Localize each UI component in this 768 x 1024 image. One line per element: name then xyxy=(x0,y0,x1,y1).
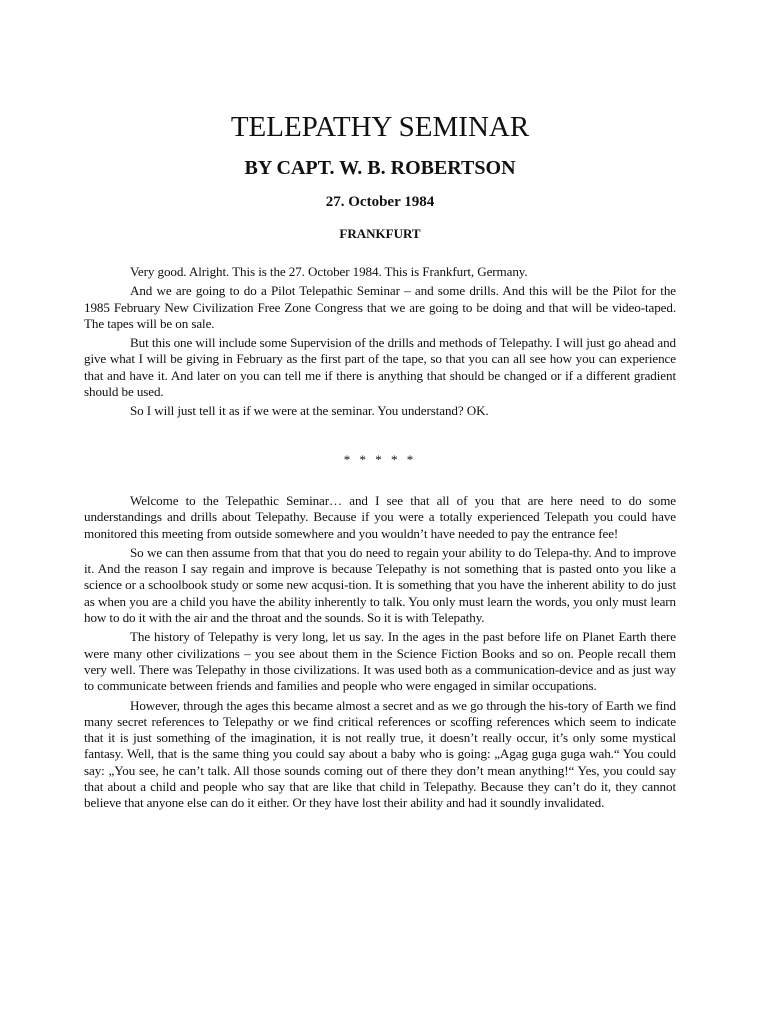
body-section xyxy=(84,493,676,815)
intro-section xyxy=(84,264,676,423)
section-separator: * * * * * xyxy=(343,452,417,467)
paragraph: So we can then assume from that that you do need to regain your ability to do Telepa-thy. And to improve it. And the reason I say regain and improve is because Telepathy is not something that is pasted onto you like a science or a schoolbook study or some new acqusi-tion. It is something that you have the inherent ability to do just as when you are a child you have the ability inherently to talk. You only must learn the words, you only must learn how to do it with the air and the throat and the sounds. So it is with Telepathy. xyxy=(84,544,676,626)
paragraph: So I will just tell it as if we were at the seminar. You understand? OK. xyxy=(130,403,489,419)
document-author: BY CAPT. W. B. ROBERTSON xyxy=(244,157,516,179)
paragraph: But this one will include some Supervision of the drills and methods of Telepathy. I will just go ahead and give what I will be giving in February as the first part of the tape, so that you can all see how you can experience that and have it. And later on you can tell me if there is anything that should be changed or if a different gradient should be used. xyxy=(84,335,676,400)
paragraph: The history of Telepathy is very long, let us say. In the ages in the past before life on Planet Earth there were many other civilizations – you see about them in the Science Fiction Books and so on. People recall them very well. There was Telepathy in those civilizations. It was used both as a communication-device and as just way to communicate between friends and families and people who were engaged in similar occupations. xyxy=(84,629,676,694)
paragraph: Welcome to the Telepathic Seminar… and I see that all of you that are here need to do some understandings and drills about Telepathy. Because if you were a totally experienced Telepath you could have monitored this meeting from outside somewhere and you wouldn’t have needed to pay the entrance fee! xyxy=(84,493,676,541)
paragraph: However, through the ages this became almost a secret and as we go through the his-tory of Earth we find many secret references to Telepathy or we find critical references or scoffing references which seem to indicate that it is just something of the imagination, it is not really true, it doesn’t really occur, it’s only some mystical fantasy. Well, that is the same thing you could say about a baby who is going: „Agag guga guga wah.“ You could say: „You see, he can’t talk. All those sounds coming out of there they don’t mean anything!“ Yes, you could say that about a child and people who say that are like that child in Telepathy. Because they can’t do it, they cannot believe that anyone else can do it either. Or they have lost their ability and had it soundly invalidated. xyxy=(84,697,676,811)
paragraph: Very good. Alright. This is the 27. October 1984. This is Frankfurt, Germany. xyxy=(130,264,528,279)
document-title: TELEPATHY SEMINAR xyxy=(230,111,530,143)
document-location: FRANKFURT xyxy=(339,226,421,241)
paragraph: And we are going to do a Pilot Telepathic Seminar – and some drills. And this will be the Pilot for the 1985 February New Civilization Free Zone Congress that we are going to be doing and that will be video-taped. The tapes will be on sale. xyxy=(84,283,676,331)
document-date: 27. October 1984 xyxy=(325,194,435,210)
